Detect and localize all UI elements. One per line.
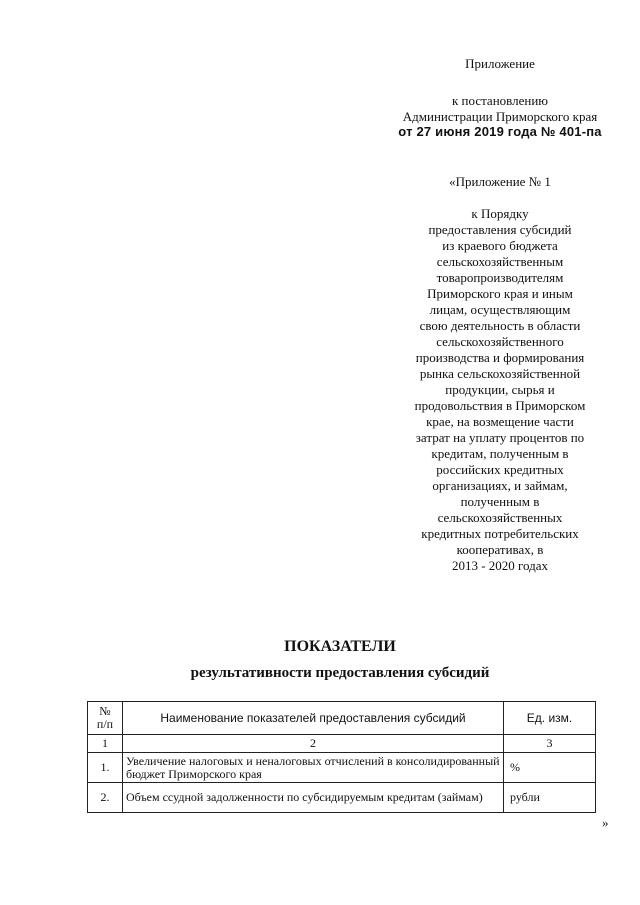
- header-number: № п/п: [88, 702, 123, 735]
- administration-label: Администрации Приморского края: [402, 109, 598, 124]
- resolution-label: к постановлению: [451, 93, 549, 108]
- appendix-line: кооперативах, в: [456, 542, 544, 557]
- appendix-line: лицам, осуществляющим: [429, 302, 571, 317]
- appendix-line: товаропроизводителям: [436, 270, 564, 285]
- appendix-line: рынка сельскохозяйственной: [419, 366, 581, 381]
- header-unit: Ед. изм.: [504, 702, 596, 735]
- appendix-line: сельскохозяйственного: [436, 334, 564, 349]
- appendix-line: кредитам, полученным в: [431, 446, 569, 461]
- document-title: ПОКАЗАТЕЛИ: [284, 638, 396, 655]
- table-header-row: [88, 702, 596, 735]
- table-row: [88, 783, 596, 813]
- row-number: 2.: [88, 783, 123, 813]
- indicator-unit: рубли: [504, 783, 596, 813]
- header-indicator-name: Наименование показателей предоставления субсидий: [123, 702, 504, 735]
- table-row: [88, 753, 596, 783]
- appendix-line: крае, на возмещение части: [426, 414, 574, 429]
- column-number: 1: [88, 735, 123, 753]
- document-subtitle: результативности предоставления субсидий: [190, 665, 490, 681]
- appendix-line: Приморского края и иным: [427, 286, 573, 301]
- appendix-line: сельскохозяйственных: [437, 510, 563, 525]
- appendix-line: продовольствия в Приморском: [414, 398, 586, 413]
- indicators-table: [87, 701, 596, 813]
- column-number: 3: [504, 735, 596, 753]
- appendix-line: производства и формирования: [415, 350, 585, 365]
- closing-quote: »: [602, 815, 609, 830]
- appendix-line: свою деятельность в области: [419, 318, 581, 333]
- column-number: 2: [123, 735, 504, 753]
- appendix-label: Приложение: [465, 56, 535, 71]
- appendix-line: продукции, сырья и: [445, 382, 555, 397]
- appendix-line: сельскохозяйственным: [436, 254, 564, 269]
- appendix-line: кредитных потребительских: [421, 526, 579, 541]
- appendix-line: полученным в: [460, 494, 540, 509]
- appendix-number: «Приложение № 1: [449, 174, 551, 189]
- column-number-row: [88, 735, 596, 753]
- appendix-line: 2013 - 2020 годах: [451, 558, 549, 573]
- appendix-line: организациях, и займам,: [432, 478, 568, 493]
- appendix-description: [395, 206, 605, 574]
- row-number: 1.: [88, 753, 123, 783]
- appendix-line: затрат на уплату процентов по: [415, 430, 585, 445]
- indicator-unit: %: [504, 753, 596, 783]
- indicator-name: Увеличение налоговых и неналоговых отчислений в консолидированный бюджет Приморского края: [123, 753, 504, 783]
- appendix-line: из краевого бюджета: [442, 238, 558, 253]
- appendix-line: предоставления субсидий: [428, 222, 572, 237]
- appendix-line: российских кредитных: [436, 462, 564, 477]
- resolution-date-number: от 27 июня 2019 года № 401-па: [398, 124, 602, 139]
- indicator-name: Объем ссудной задолженности по субсидируемым кредитам (займам): [123, 783, 504, 813]
- appendix-line: к Порядку: [471, 206, 529, 221]
